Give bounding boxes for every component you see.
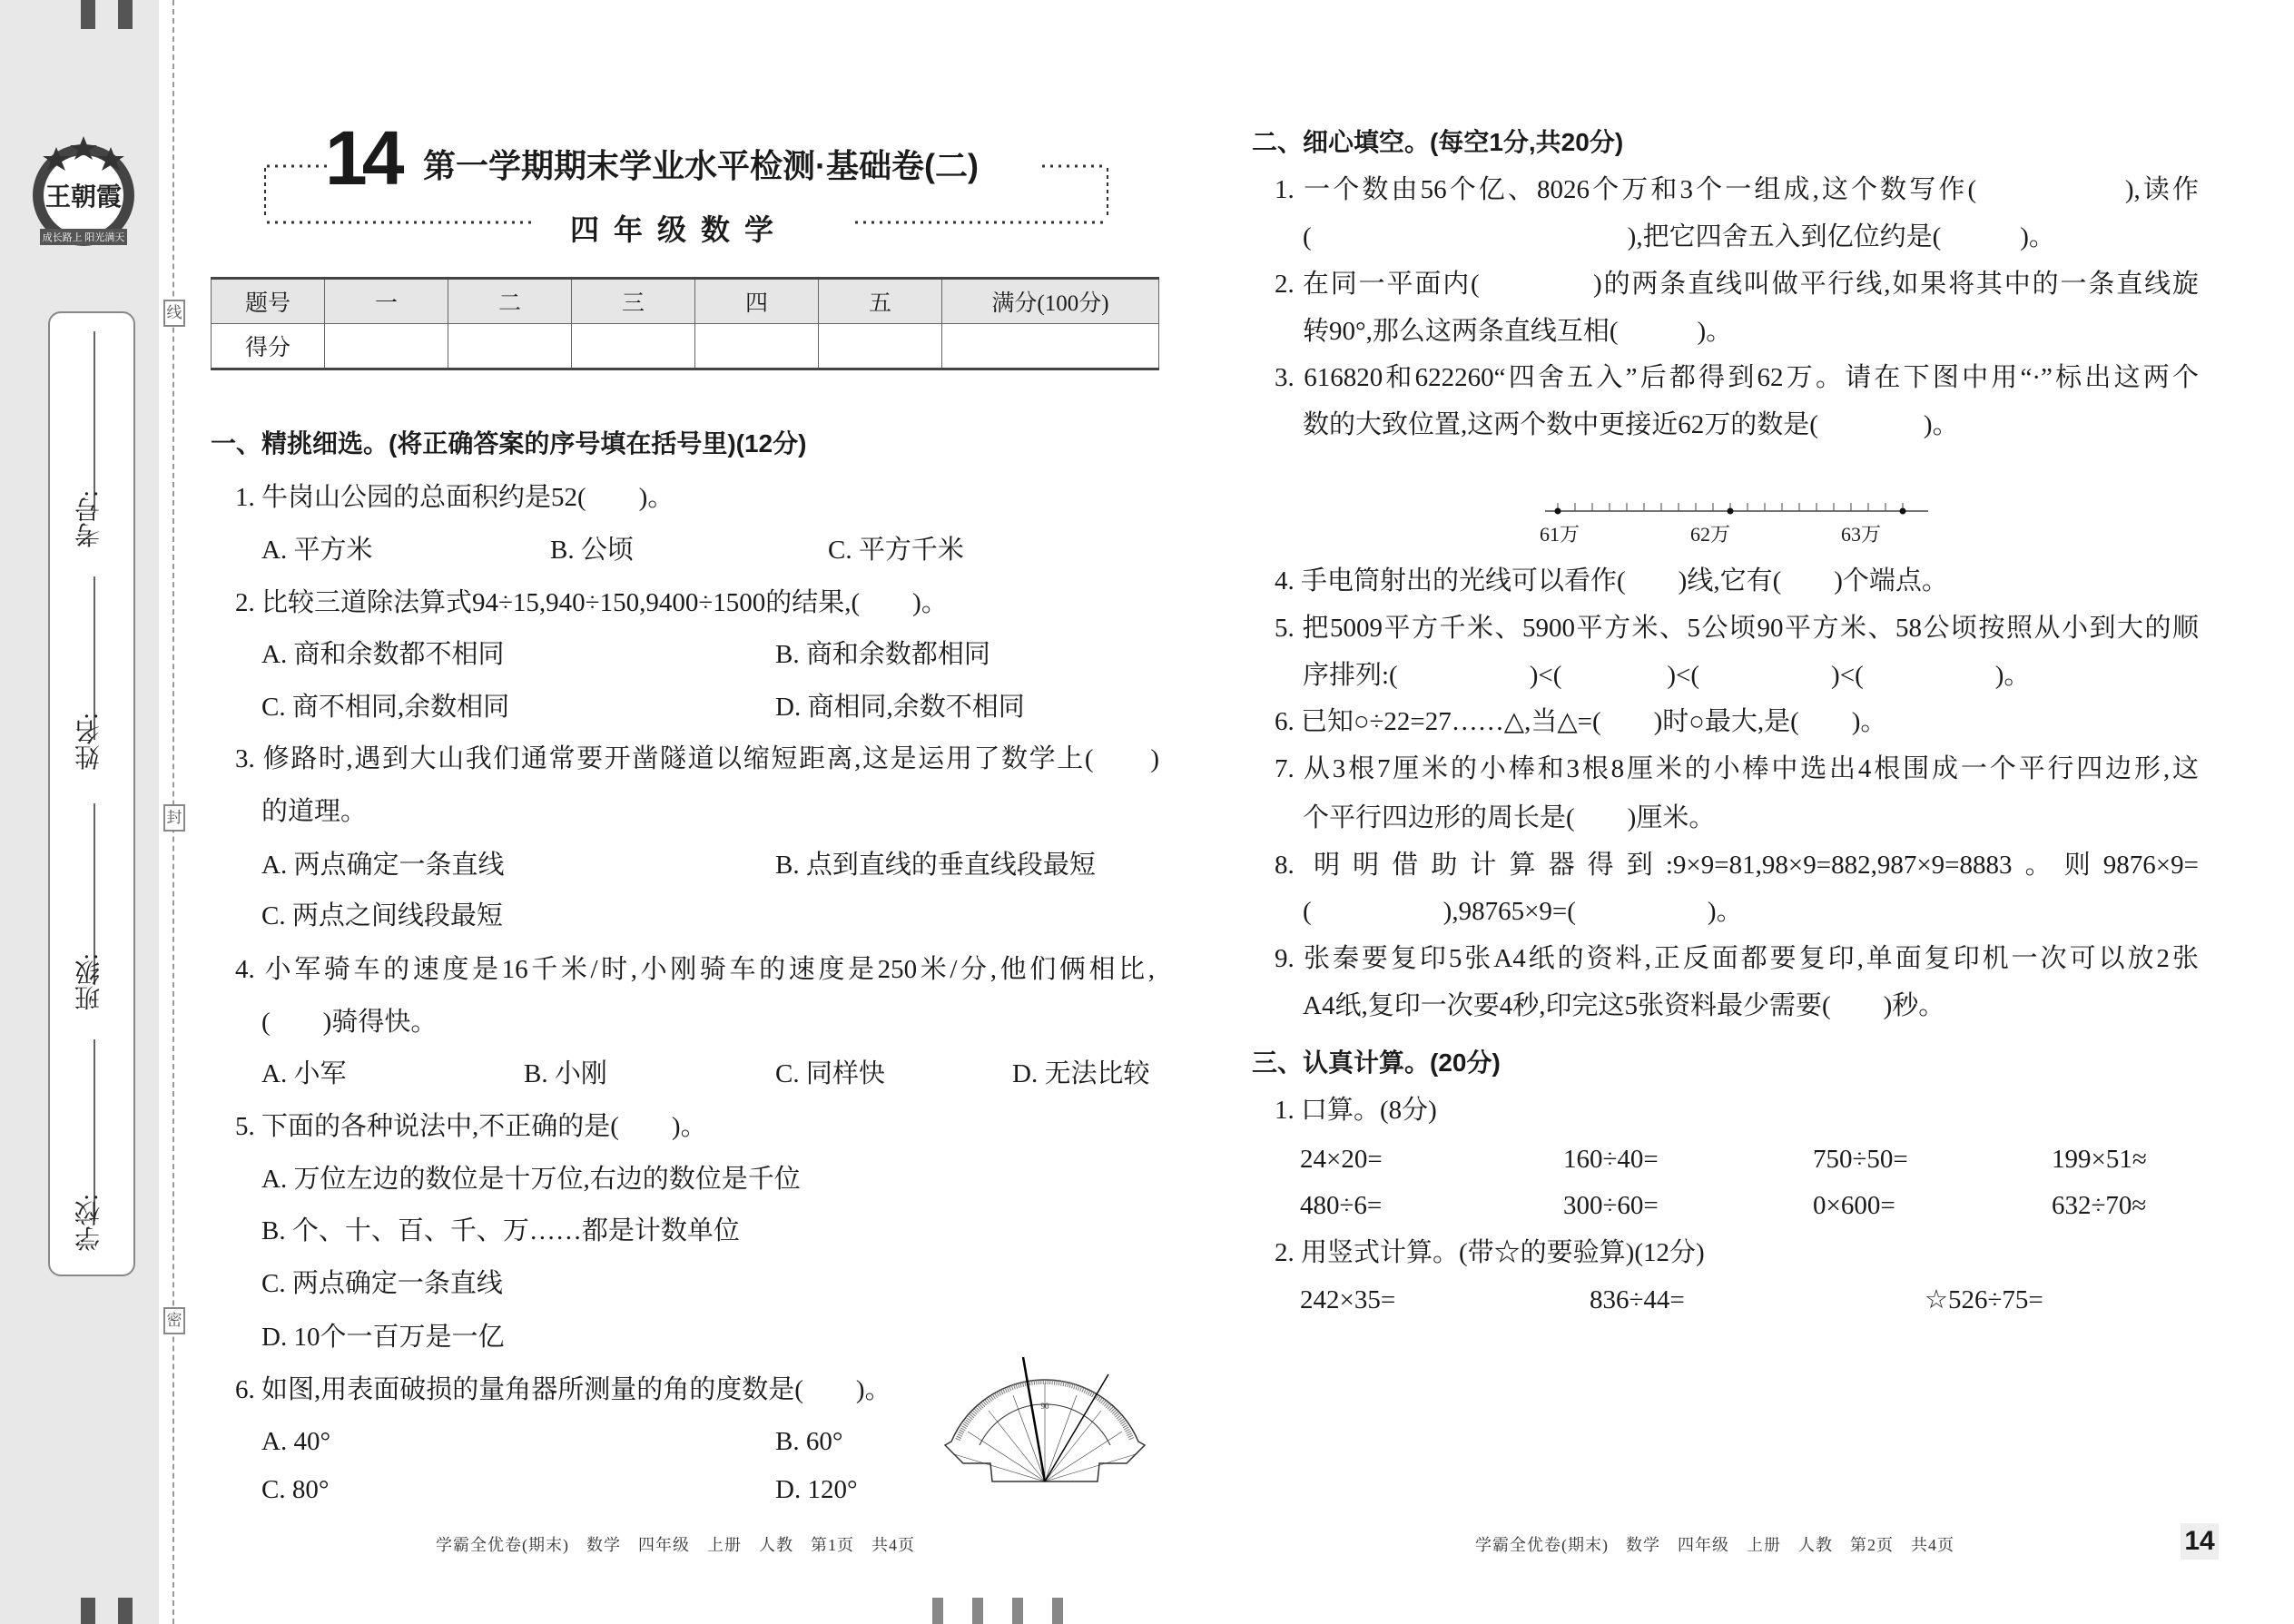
- fill-question-4: 4. 手电筒射出的光线可以看作( )线,它有( )个端点。: [1275, 566, 1948, 595]
- option: A. 两点确定一条直线: [261, 851, 505, 880]
- row-header: 题号: [212, 279, 325, 324]
- table-row: [212, 324, 1159, 369]
- cut-mark-mi: 密: [163, 1307, 185, 1334]
- registration-mark: [118, 0, 133, 29]
- page-title: 第一学期期末学业水平检测·基础卷(二): [423, 147, 979, 184]
- option: C. 同样快: [775, 1059, 885, 1088]
- name-label: 姓名:: [75, 713, 103, 771]
- question-3-cont: 的道理。: [261, 797, 368, 826]
- oral-item: 160÷40=: [1563, 1145, 1659, 1174]
- column-header: 一: [325, 279, 448, 324]
- fill-question-8: 8. 明明借助计算器得到:9×9=81,98×9=882,987×9=8883。则9876×9=: [1275, 851, 2199, 880]
- table-row: [212, 279, 1159, 324]
- number-line-label: 61万: [1540, 523, 1580, 546]
- number-line[interactable]: [1540, 495, 1952, 549]
- fill-question-3-cont: 数的大致位置,这两个数中更接近62万的数是( )。: [1303, 410, 1959, 439]
- oral-item: 199×51≈: [2052, 1145, 2147, 1174]
- score-cell[interactable]: [448, 324, 572, 369]
- oral-item: 750÷50=: [1813, 1145, 1908, 1174]
- cut-mark-xian: 线: [163, 300, 185, 327]
- option: A. 万位左边的数位是十万位,右边的数位是千位: [261, 1165, 801, 1194]
- exam-number-field[interactable]: [94, 331, 95, 513]
- svg-text:成长路上 阳光满天: 成长路上 阳光满天: [42, 232, 125, 243]
- major-point: [1555, 508, 1561, 515]
- registration-mark: [81, 1598, 95, 1624]
- registration-mark: [972, 1598, 983, 1624]
- section-3-title: 三、认真计算。(20分): [1252, 1048, 1501, 1077]
- page-number: 14: [2181, 1523, 2219, 1560]
- test-number: 14: [325, 115, 399, 201]
- option: A. 平方米: [261, 536, 373, 565]
- major-point: [1728, 508, 1734, 515]
- student-info-box: [48, 311, 135, 1276]
- question-6: 6. 如图,用表面破损的量角器所测量的角的度数是( )。: [235, 1375, 891, 1404]
- column-header: 三: [572, 279, 695, 324]
- fill-question-9-cont: A4纸,复印一次要4秒,印完这5张资料最少需要( )秒。: [1303, 991, 1945, 1020]
- option: B. 公顷: [550, 536, 634, 565]
- question-4: 4. 小军骑车的速度是16千米/时,小刚骑车的速度是250米/分,他们俩相比,: [235, 955, 1155, 984]
- registration-mark: [118, 1598, 133, 1624]
- column-header: 四: [695, 279, 819, 324]
- option: B. 个、十、百、千、万……都是计数单位: [261, 1216, 740, 1245]
- fill-question-1-cont: ( ),把它四舍五入到亿位约是( )。: [1303, 222, 2055, 251]
- oral-item: 24×20=: [1300, 1145, 1383, 1174]
- page-subtitle: 四年级数学: [570, 213, 789, 246]
- option: B. 60°: [775, 1427, 843, 1456]
- option: C. 80°: [261, 1475, 330, 1504]
- vertical-item: ☆526÷75=: [1925, 1285, 2043, 1314]
- vertical-item: 242×35=: [1300, 1285, 1396, 1314]
- oral-item: 632÷70≈: [2052, 1191, 2147, 1220]
- option: D. 10个一百万是一亿: [261, 1323, 505, 1352]
- oral-calc-title: 1. 口算。(8分): [1275, 1096, 1437, 1125]
- fill-question-5-cont: 序排列:( )<( )<( )<( )。: [1303, 661, 2031, 690]
- column-header: 二: [448, 279, 572, 324]
- question-3: 3. 修路时,遇到大山我们通常要开凿隧道以缩短距离,这是运用了数学上( ): [235, 744, 1159, 773]
- option: A. 商和余数都不相同: [261, 640, 505, 669]
- exam-number-label: 考号:: [75, 490, 103, 548]
- fill-question-6: 6. 已知○÷22=27……△,当△=( )时○最大,是( )。: [1275, 707, 1887, 736]
- oral-item: 300÷60=: [1563, 1191, 1659, 1220]
- vertical-calc-title: 2. 用竖式计算。(带☆的要验算)(12分): [1275, 1238, 1705, 1267]
- fill-question-3: 3. 616820和622260“四舍五入”后都得到62万。请在下图中用“·”标出这两个: [1275, 363, 2199, 392]
- footer-left: 学霸全优卷(期末) 数学 四年级 上册 人教 第1页 共4页: [436, 1536, 915, 1554]
- registration-mark: [932, 1598, 943, 1624]
- oral-item: 0×600=: [1813, 1191, 1895, 1220]
- option: C. 商不相同,余数相同: [261, 693, 510, 722]
- vertical-item: 836÷44=: [1590, 1285, 1685, 1314]
- registration-mark: [1052, 1598, 1063, 1624]
- fill-question-2-cont: 转90°,那么这两条直线互相( )。: [1303, 317, 1733, 346]
- fill-question-7: 7. 从3根7厘米的小棒和3根8厘米的小棒中选出4根围成一个平行四边形,这: [1275, 754, 2199, 783]
- question-5: 5. 下面的各种说法中,不正确的是( )。: [235, 1112, 707, 1141]
- number-line-label: 63万: [1841, 523, 1882, 546]
- section-2-title: 二、细心填空。(每空1分,共20分): [1252, 128, 1624, 156]
- class-label: 班级:: [75, 953, 103, 1011]
- brand-logo: [20, 127, 147, 254]
- footer-right: 学霸全优卷(期末) 数学 四年级 上册 人教 第2页 共4页: [1475, 1536, 1954, 1554]
- option: C. 两点确定一条直线: [261, 1269, 503, 1298]
- score-table: [211, 277, 1159, 370]
- option: D. 商相同,余数不相同: [775, 693, 1025, 722]
- option: B. 商和余数都相同: [775, 640, 990, 669]
- svg-text:90: 90: [1040, 1402, 1049, 1411]
- fill-question-8-cont: ( ),98765×9=( )。: [1303, 897, 1743, 926]
- fill-question-2: 2. 在同一平面内( )的两条直线叫做平行线,如果将其中的一条直线旋: [1275, 270, 2199, 299]
- column-header: 满分(100分): [942, 279, 1159, 324]
- score-cell[interactable]: [325, 324, 448, 369]
- option: B. 小刚: [524, 1059, 607, 1088]
- score-cell[interactable]: [942, 324, 1159, 369]
- fill-question-7-cont: 个平行四边形的周长是( )厘米。: [1303, 803, 1716, 832]
- column-header: 五: [819, 279, 942, 324]
- registration-mark: [1012, 1598, 1023, 1624]
- cut-mark-feng: 封: [163, 804, 185, 832]
- option: C. 平方千米: [828, 536, 964, 565]
- number-line-label: 62万: [1690, 523, 1731, 546]
- option: B. 点到直线的垂直线段最短: [775, 851, 1096, 880]
- major-point: [1900, 508, 1906, 515]
- score-cell[interactable]: [819, 324, 942, 369]
- option: D. 无法比较: [1012, 1059, 1150, 1088]
- row-header: 得分: [212, 324, 325, 369]
- question-2: 2. 比较三道除法算式94÷15,940÷150,9400÷1500的结果,( )。: [235, 588, 948, 617]
- fill-question-1: 1. 一个数由56个亿、8026个万和3个一组成,这个数写作( ),读作: [1275, 175, 2199, 204]
- option: C. 两点之间线段最短: [261, 901, 503, 930]
- fill-question-5: 5. 把5009平方千米、5900平方米、5公顷90平方米、58公顷按照从小到大的顺: [1275, 614, 2199, 643]
- section-1-title: 一、精挑细选。(将正确答案的序号填在括号里)(12分): [211, 429, 807, 458]
- svg-text:王朝霞: 王朝霞: [44, 183, 123, 212]
- option: A. 40°: [261, 1427, 331, 1456]
- registration-mark: [81, 0, 95, 29]
- number-line-axis: [1543, 495, 1952, 522]
- option: D. 120°: [775, 1475, 858, 1504]
- fill-question-9: 9. 张秦要复印5张A4纸的资料,正反面都要复印,单面复印机一次可以放2张: [1275, 944, 2199, 973]
- school-label: 学校:: [75, 1194, 103, 1252]
- option: A. 小军: [261, 1059, 347, 1088]
- question-4-cont: ( )骑得快。: [261, 1008, 438, 1037]
- protractor-figure: [944, 1353, 1153, 1489]
- score-cell[interactable]: [695, 324, 819, 369]
- question-1: 1. 牛岗山公园的总面积约是52( )。: [235, 483, 674, 512]
- oral-item: 480÷6=: [1300, 1191, 1383, 1220]
- score-cell[interactable]: [572, 324, 695, 369]
